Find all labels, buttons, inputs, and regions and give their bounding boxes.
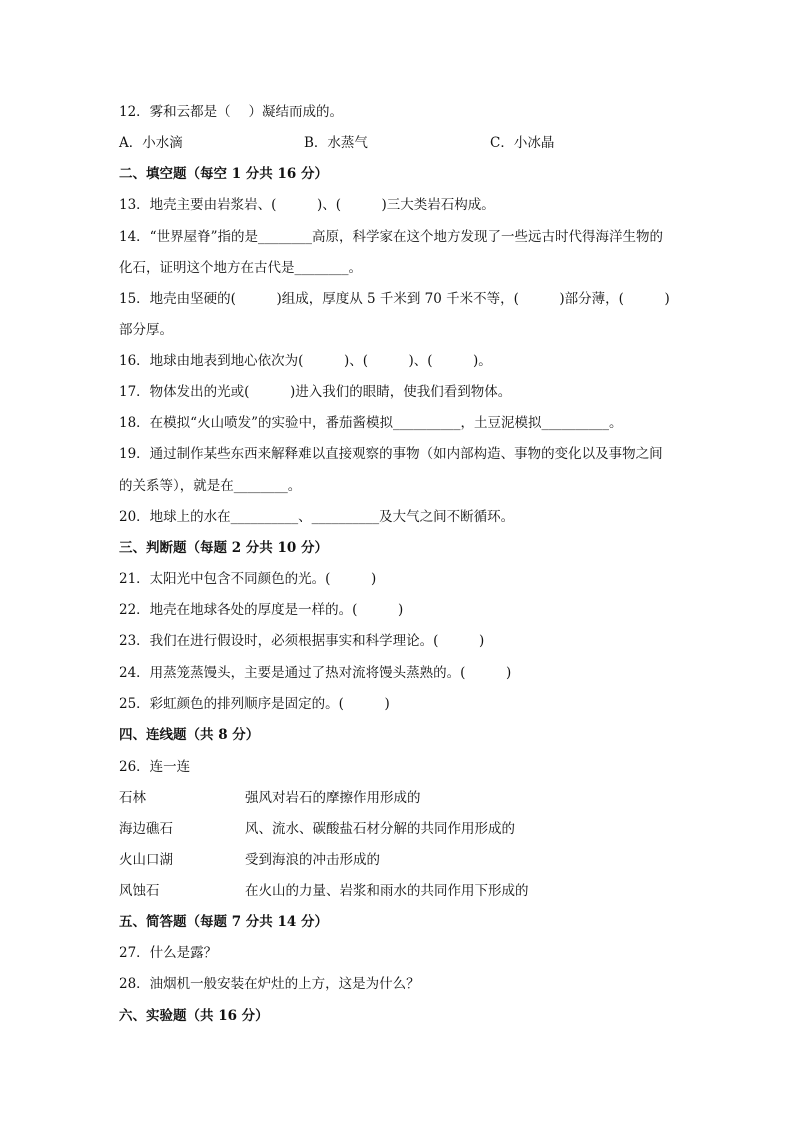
match-left-item: 海边礁石 (119, 821, 173, 837)
match-left-item: 火山口湖 (119, 852, 173, 868)
question-20: 20．地球上的水在__________、__________及大气之间不断循环。 (119, 509, 515, 525)
question-27: 27．什么是露？ (119, 945, 218, 961)
question-26: 26．连一连 (119, 759, 191, 775)
question-17: 17．物体发出的光或( )进入我们的眼睛，使我们看到物体。 (119, 384, 512, 400)
section-matching-heading: 四、连线题（共 8 分） (119, 727, 260, 743)
option-c: C．小冰晶 (490, 135, 555, 151)
question-13: 13．地壳主要由岩浆岩、( )、( )三大类岩石构成。 (119, 197, 495, 213)
question-14-line-2: 化石，证明这个地方在古代是________。 (119, 260, 362, 276)
section-fill-blank-heading: 二、填空题（每空 1 分共 16 分） (119, 166, 328, 182)
question-19-line-1: 19．通过制作某些东西来解释难以直接观察的事物（如内部构造、事物的变化以及事物之间 (119, 446, 663, 462)
question-15-line-1: 15．地壳由坚硬的( )组成，厚度从 5 千米到 70 千米不等，( )部分薄，( ) (119, 291, 670, 307)
section-experiment-heading: 六、实验题（共 16 分） (119, 1008, 269, 1024)
section-short-answer-heading: 五、简答题（每题 7 分共 14 分） (119, 914, 328, 930)
question-18: 18．在模拟“火山喷发”的实验中，番茄酱模拟__________，土豆泥模拟__________。 (119, 415, 623, 431)
match-right-item: 受到海浪的冲击形成的 (245, 852, 380, 868)
match-right-item: 风、流水、碳酸盐石材分解的共同作用形成的 (245, 821, 515, 837)
option-b: B．水蒸气 (304, 135, 368, 151)
question-14-line-1: 14．“世界屋脊”指的是________高原，科学家在这个地方发现了一些远古时代得海洋生物的 (119, 229, 663, 245)
question-12: 12．雾和云都是（ ）凝结而成的。 (119, 104, 343, 120)
question-21: 21．太阳光中包含不同颜色的光。( ) (119, 571, 377, 587)
question-25: 25．彩虹颜色的排列顺序是固定的。( ) (119, 696, 390, 712)
match-right-item: 强风对岩石的摩擦作用形成的 (245, 790, 421, 806)
match-left-item: 石林 (119, 790, 146, 806)
question-15-line-2: 部分厚。 (119, 322, 173, 338)
question-28: 28．油烟机一般安装在炉灶的上方，这是为什么？ (119, 976, 420, 992)
section-true-false-heading: 三、判断题（每题 2 分共 10 分） (119, 540, 328, 556)
match-left-item: 风蚀石 (119, 883, 160, 899)
question-16: 16．地球由地表到地心依次为( )、( )、( )。 (119, 353, 492, 369)
question-22: 22．地壳在地球各处的厚度是一样的。( ) (119, 602, 404, 618)
match-right-item: 在火山的力量、岩浆和雨水的共同作用下形成的 (245, 883, 529, 899)
question-23: 23．我们在进行假设时，必须根据事实和科学理论。( ) (119, 633, 485, 649)
question-24: 24．用蒸笼蒸馒头，主要是通过了热对流将馒头蒸熟的。( ) (119, 665, 512, 681)
option-a: A．小水滴 (119, 135, 183, 151)
question-19-line-2: 的关系等），就是在________。 (119, 478, 302, 494)
